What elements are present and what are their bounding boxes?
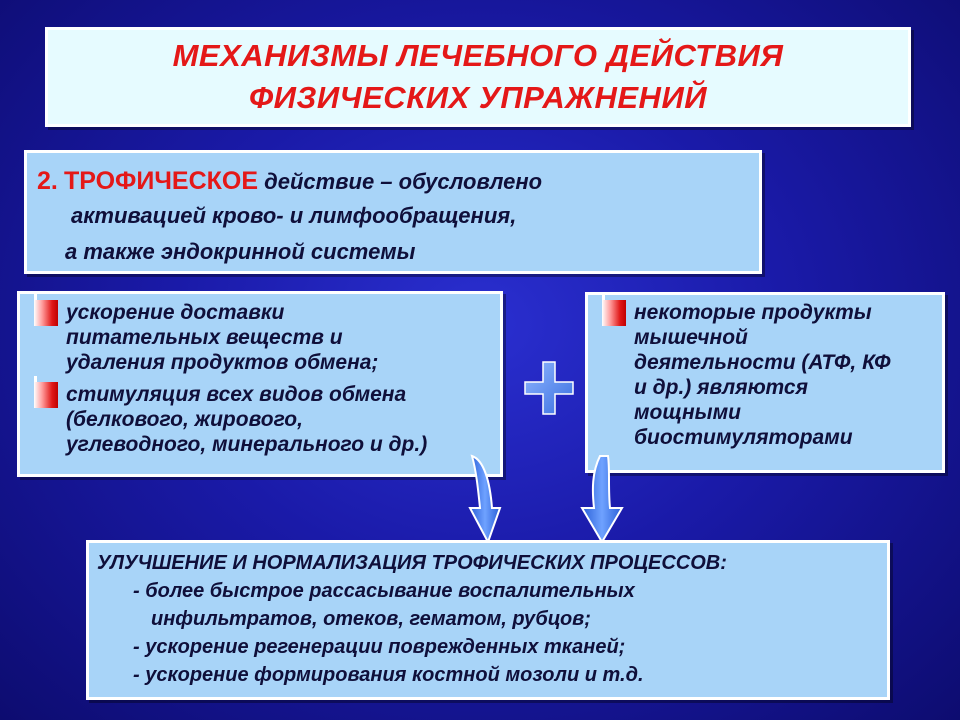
result-box xyxy=(86,540,890,700)
bullet-marker-icon xyxy=(34,382,58,408)
bullet-marker-icon xyxy=(34,300,58,326)
result-line-3: - ускорение регенерации поврежденных тканей; xyxy=(133,636,626,658)
left-item-2-line-3: углеводного, минерального и др.) xyxy=(66,433,428,456)
right-item-line-3: деятельности (АТФ, КФ xyxy=(634,351,891,374)
right-effects-box xyxy=(585,292,945,473)
left-down-arrow-icon xyxy=(466,452,520,546)
left-item-1-line-2: питательных веществ и xyxy=(66,326,343,349)
left-item-2-line-1: стимуляция всех видов обмена xyxy=(66,383,407,406)
trophic-line-1-rest: действие – обусловлено xyxy=(264,169,543,194)
title-box xyxy=(45,27,911,127)
trophic-line-2: активацией крово- и лимфообращения, xyxy=(71,203,517,228)
slide-title-line-1: МЕХАНИЗМЫ ЛЕЧЕБНОГО ДЕЙСТВИЯ xyxy=(172,38,784,73)
bullet-marker-icon xyxy=(602,300,626,326)
left-item-1-line-3: удаления продуктов обмена; xyxy=(66,351,379,374)
left-item-2-line-2: (белкового, жирового, xyxy=(66,408,303,431)
right-item-line-1: некоторые продукты xyxy=(634,301,872,324)
trophic-line-3: а также эндокринной системы xyxy=(65,239,416,264)
right-item-line-2: мышечной xyxy=(634,326,748,349)
left-effects-box xyxy=(17,291,503,477)
right-down-arrow-icon xyxy=(578,452,628,546)
trophic-action-box xyxy=(24,150,762,274)
trophic-number: 2. xyxy=(37,167,58,195)
result-line-4: - ускорение формирования костной мозоли и т.д. xyxy=(133,664,644,686)
right-item-line-6: биостимуляторами xyxy=(634,426,853,449)
plus-icon xyxy=(523,360,575,416)
right-item-line-5: мощными xyxy=(634,401,741,424)
left-item-1-line-1: ускорение доставки xyxy=(66,301,285,324)
result-heading: УЛУЧШЕНИЕ И НОРМАЛИЗАЦИЯ ТРОФИЧЕСКИХ ПРОЦЕССОВ: xyxy=(97,552,727,574)
trophic-line-1 xyxy=(37,167,542,196)
trophic-keyword: ТРОФИЧЕСКОЕ xyxy=(63,167,259,195)
result-line-2: инфильтратов, отеков, гематом, рубцов; xyxy=(151,608,591,630)
slide-title-line-2: ФИЗИЧЕСКИХ УПРАЖНЕНИЙ xyxy=(248,80,708,115)
right-item-line-4: и др.) являются xyxy=(634,376,808,399)
result-line-1: - более быстрое рассасывание воспалительных xyxy=(133,580,635,602)
